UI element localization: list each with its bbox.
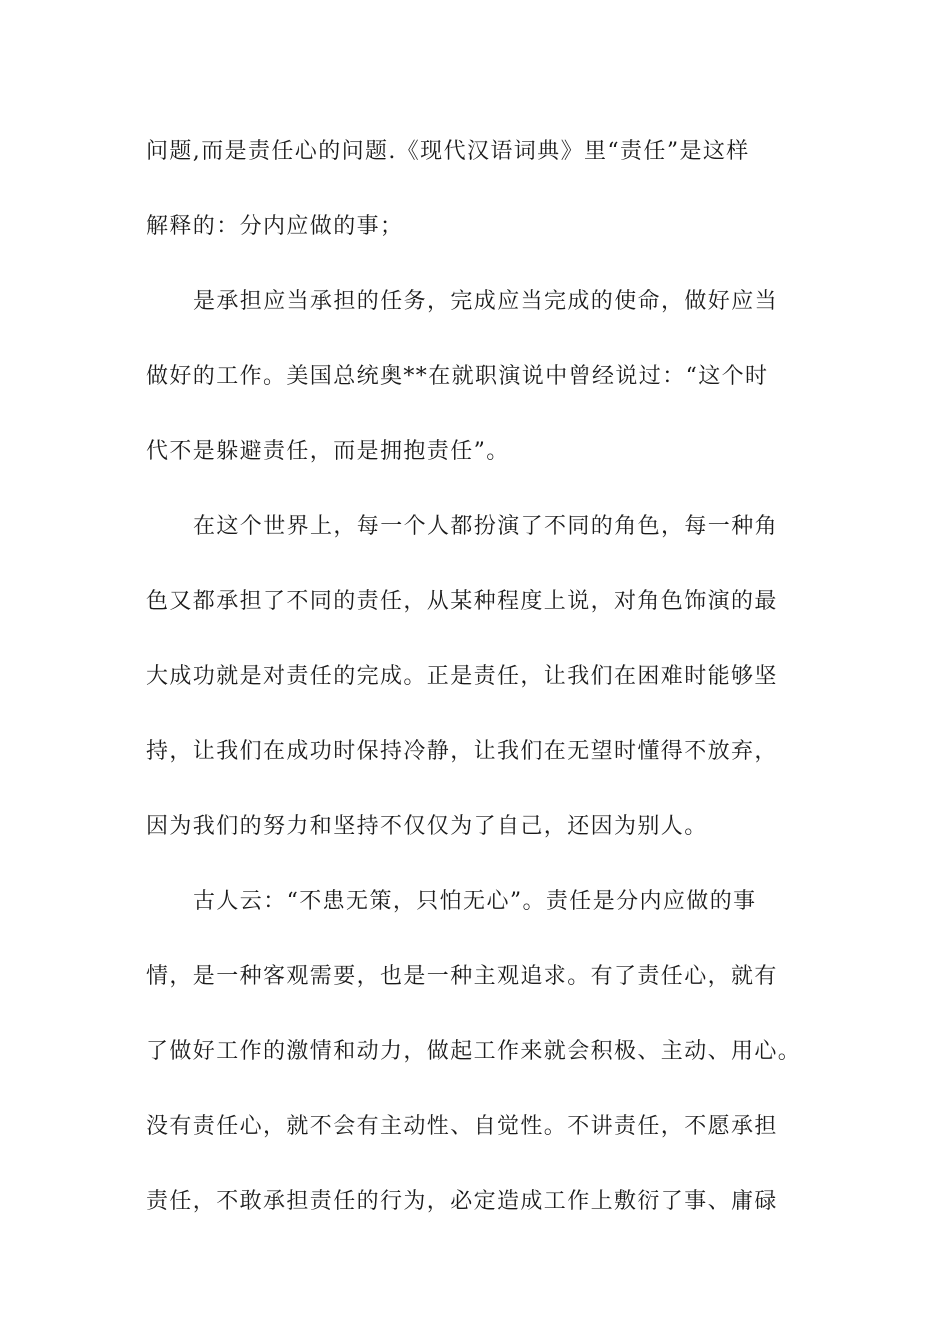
paragraph-start-line: 是承担应当承担的任务，完成应当完成的使命，做好应当 bbox=[193, 289, 779, 314]
text-line: 责任，不敢承担责任的行为，必定造成工作上敷衍了事、庸碌 bbox=[146, 1189, 778, 1214]
text-line: 色又都承担了不同的责任，从某种程度上说，对角色饰演的最 bbox=[146, 589, 778, 614]
text-line: 问题,而是责任心的问题.《现代汉语词典》里“责任”是这样 bbox=[146, 139, 750, 164]
text-line: 了做好工作的激情和动力，做起工作来就会积极、主动、用心。 bbox=[146, 1039, 802, 1064]
paragraph-start-line: 古人云：“不患无策，只怕无心”。责任是分内应做的事 bbox=[193, 889, 757, 914]
paragraph-start-line: 在这个世界上，每一个人都扮演了不同的角色，每一种角 bbox=[193, 514, 779, 539]
text-line: 做好的工作。美国总统奥**在就职演说中曾经说过：“这个时 bbox=[146, 364, 769, 389]
text-line: 没有责任心，就不会有主动性、自觉性。不讲责任，不愿承担 bbox=[146, 1114, 778, 1139]
text-line: 代不是躲避责任，而是拥抱责任”。 bbox=[146, 439, 510, 464]
text-line: 持，让我们在成功时保持冷静，让我们在无望时懂得不放弃， bbox=[146, 739, 778, 764]
text-line: 大成功就是对责任的完成。正是责任，让我们在困难时能够坚 bbox=[146, 664, 778, 689]
text-line: 解释的：分内应做的事； bbox=[146, 214, 404, 239]
text-line: 情，是一种客观需要，也是一种主观追求。有了责任心，就有 bbox=[146, 964, 778, 989]
text-line: 因为我们的努力和坚持不仅仅为了自己，还因为别人。 bbox=[146, 814, 708, 839]
